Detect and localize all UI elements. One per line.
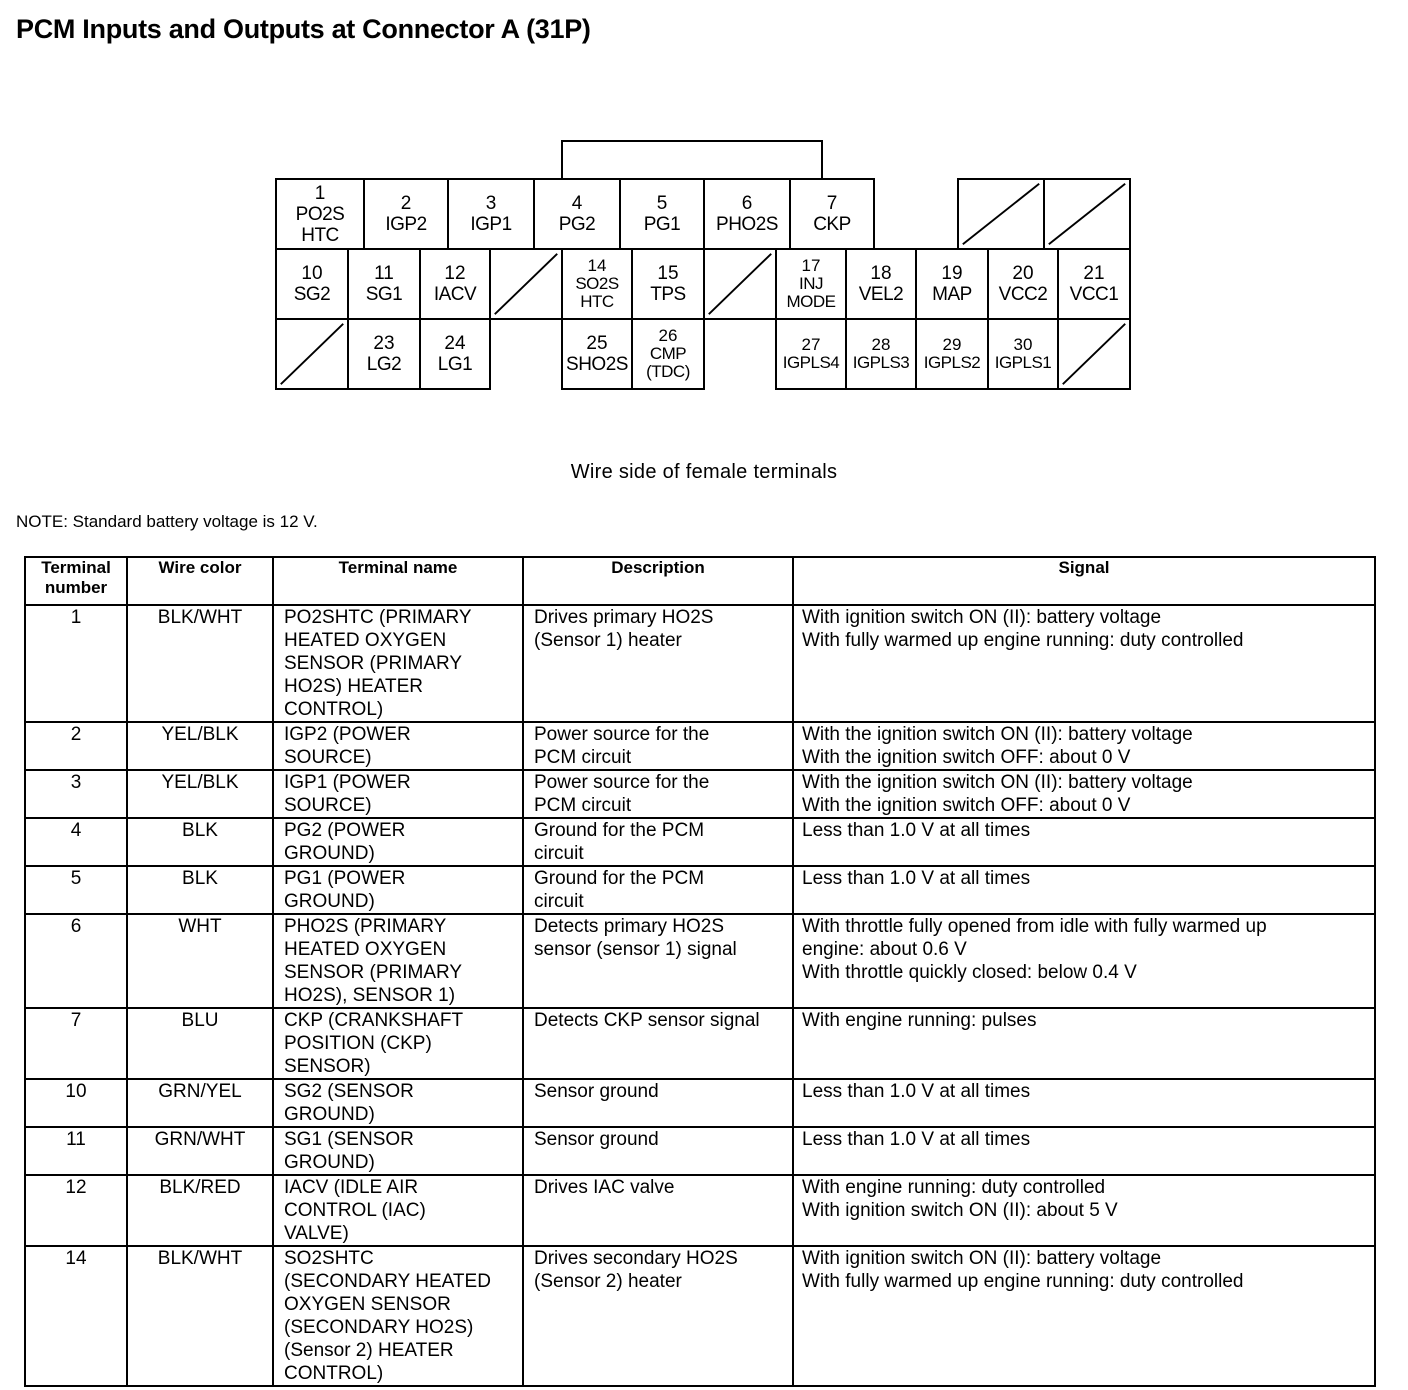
terminal-label: HTC	[301, 224, 339, 246]
terminal-number: 23	[373, 333, 395, 354]
terminal-name-line: POSITION (CKP)	[284, 1033, 432, 1054]
connector-diagram	[0, 0, 1408, 400]
terminal-name-cell	[273, 1079, 523, 1127]
signal-cell	[793, 1127, 1375, 1175]
page-title: PCM Inputs and Outputs at Connector A (31P)	[16, 14, 591, 44]
note-text: NOTE: Standard battery voltage is 12 V.	[16, 512, 318, 531]
description-line: circuit	[534, 843, 584, 864]
description-line: circuit	[534, 891, 584, 912]
terminal-name-line: SG1 (SENSOR	[284, 1129, 414, 1150]
terminal-label: SG2	[293, 284, 331, 305]
description-line: Power source for the	[534, 772, 710, 793]
terminal-27	[775, 318, 847, 390]
blank-terminal	[275, 318, 349, 390]
signal-cell	[793, 1079, 1375, 1127]
signal-cell	[793, 1175, 1375, 1246]
terminal-name-line: GROUND)	[284, 891, 375, 912]
table-row	[25, 866, 1375, 914]
terminal-label: IGPLS4	[782, 353, 840, 372]
table-row	[25, 914, 1375, 1008]
terminal-name-line: SOURCE)	[284, 795, 372, 816]
wire-color-cell: BLK/WHT	[127, 605, 273, 722]
terminal-name-line: GROUND)	[284, 843, 375, 864]
description-cell	[523, 818, 793, 866]
signal-line: Less than 1.0 V at all times	[802, 1129, 1031, 1150]
blank-terminal	[1043, 178, 1131, 250]
terminal-label: VCC2	[998, 284, 1048, 305]
terminal-number: 1	[314, 182, 326, 204]
terminal-name-cell	[273, 1008, 523, 1079]
table-row	[25, 1079, 1375, 1127]
terminal-name-line: GROUND)	[284, 1104, 375, 1125]
terminal-number-cell: 1	[25, 605, 127, 722]
table-row	[25, 1008, 1375, 1079]
description-cell	[523, 605, 793, 722]
terminal-number: 3	[485, 193, 497, 214]
terminal-name-cell	[273, 605, 523, 722]
terminal-number: 17	[801, 256, 821, 275]
wire-color-cell: WHT	[127, 914, 273, 1008]
terminal-28	[845, 318, 917, 390]
terminal-number: 30	[1013, 335, 1033, 354]
signal-cell	[793, 770, 1375, 818]
terminal-number: 26	[658, 326, 678, 345]
table-row	[25, 818, 1375, 866]
signal-line: With the ignition switch OFF: about 0 V	[802, 747, 1131, 768]
signal-line: Less than 1.0 V at all times	[802, 820, 1031, 841]
terminal-11	[347, 248, 421, 320]
signal-cell	[793, 722, 1375, 770]
table-row	[25, 722, 1375, 770]
terminal-number: 27	[801, 335, 821, 354]
description-line: (Sensor 1) heater	[534, 630, 682, 651]
description-cell	[523, 1008, 793, 1079]
description-line: Sensor ground	[534, 1081, 659, 1102]
terminal-label: PG2	[558, 214, 596, 235]
description-line: Drives IAC valve	[534, 1177, 675, 1198]
wire-color-cell: BLK	[127, 818, 273, 866]
terminal-number: 11	[374, 263, 394, 284]
terminal-name-line: IGP2 (POWER	[284, 724, 411, 745]
terminal-name-cell	[273, 770, 523, 818]
terminal-name-line: HEATED OXYGEN	[284, 939, 447, 960]
terminal-6	[703, 178, 791, 250]
terminal-30	[987, 318, 1059, 390]
signal-line: With ignition switch ON (II): battery voltage	[802, 607, 1162, 628]
wire-color-cell: BLK	[127, 866, 273, 914]
signal-cell	[793, 914, 1375, 1008]
terminal-label: INJ	[799, 274, 823, 293]
terminal-4	[533, 178, 621, 250]
terminal-number-cell: 14	[25, 1246, 127, 1386]
terminal-name-line: HEATED OXYGEN	[284, 630, 447, 651]
table-row	[25, 605, 1375, 722]
wire-color-cell: BLK/WHT	[127, 1246, 273, 1386]
terminal-number: 19	[941, 263, 963, 284]
terminal-number: 24	[444, 333, 466, 354]
signal-line: With the ignition switch OFF: about 0 V	[802, 795, 1131, 816]
description-line: Drives secondary HO2S	[534, 1248, 738, 1269]
terminal-17	[775, 248, 847, 320]
terminal-number: 21	[1083, 263, 1105, 284]
terminal-29	[915, 318, 989, 390]
terminal-number: 7	[826, 193, 838, 214]
terminal-5	[619, 178, 705, 250]
terminal-name-cell	[273, 866, 523, 914]
terminal-label: CMP	[649, 344, 687, 363]
terminal-number: 29	[942, 335, 962, 354]
table-row	[25, 770, 1375, 818]
terminal-label: PG1	[643, 214, 681, 235]
terminal-label: VEL2	[858, 284, 904, 305]
terminal-name-line: SENSOR (PRIMARY	[284, 962, 463, 983]
description-cell	[523, 1127, 793, 1175]
wire-color-cell: YEL/BLK	[127, 722, 273, 770]
terminal-3	[447, 178, 535, 250]
description-cell	[523, 1246, 793, 1386]
terminal-number: 4	[571, 193, 583, 214]
terminal-name-cell	[273, 1246, 523, 1386]
terminal-number-cell: 4	[25, 818, 127, 866]
terminal-number: 14	[587, 256, 607, 275]
terminal-19	[915, 248, 989, 320]
signal-line: With ignition switch ON (II): about 5 V	[802, 1200, 1118, 1221]
terminal-name-line: SO2SHTC	[284, 1248, 374, 1269]
header-description: Description	[523, 557, 793, 605]
terminal-label: IGPLS1	[994, 353, 1052, 372]
terminal-label: HTC	[580, 292, 614, 311]
terminal-name-line: VALVE)	[284, 1223, 349, 1244]
terminal-name-line: PG2 (POWER	[284, 820, 406, 841]
diagram-caption: Wire side of female terminals	[570, 461, 838, 483]
terminal-name-line: SENSOR)	[284, 1056, 371, 1077]
terminal-20	[987, 248, 1059, 320]
table-row	[25, 1175, 1375, 1246]
signal-line: With engine running: duty controlled	[802, 1177, 1106, 1198]
terminal-24	[419, 318, 491, 390]
terminal-number-cell: 10	[25, 1079, 127, 1127]
signal-line: Less than 1.0 V at all times	[802, 868, 1031, 889]
description-cell	[523, 1175, 793, 1246]
signal-line: Less than 1.0 V at all times	[802, 1081, 1031, 1102]
terminal-number-cell: 3	[25, 770, 127, 818]
header-wire-color: Wire color	[127, 557, 273, 605]
terminal-name-line: CKP (CRANKSHAFT	[284, 1010, 464, 1031]
terminal-name-line: (SECONDARY HO2S)	[284, 1317, 474, 1338]
terminal-number: 10	[301, 263, 323, 284]
description-cell	[523, 914, 793, 1008]
signal-line: With throttle fully opened from idle with fully warmed up	[802, 916, 1267, 937]
terminal-label: (TDC)	[646, 362, 690, 381]
header-terminal-line: Terminal	[41, 558, 111, 577]
terminal-label: SHO2S	[566, 354, 628, 375]
description-line: Ground for the PCM	[534, 868, 705, 889]
signal-cell	[793, 1008, 1375, 1079]
terminal-label: PO2S	[295, 203, 345, 225]
connector-latch	[561, 140, 823, 182]
terminal-label: LG1	[437, 354, 473, 375]
terminal-number-cell: 2	[25, 722, 127, 770]
signal-line: With the ignition switch ON (II): battery voltage	[802, 772, 1193, 793]
description-line: Detects CKP sensor signal	[534, 1010, 760, 1031]
wire-color-cell: GRN/WHT	[127, 1127, 273, 1175]
terminal-number: 15	[657, 263, 679, 284]
terminal-25	[561, 318, 633, 390]
terminal-number-cell: 7	[25, 1008, 127, 1079]
terminal-number-cell: 6	[25, 914, 127, 1008]
terminal-12	[419, 248, 491, 320]
signal-line: With engine running: pulses	[802, 1010, 1037, 1031]
signal-line: engine: about 0.6 V	[802, 939, 967, 960]
terminal-label: IGP1	[470, 214, 512, 235]
terminal-number-cell: 12	[25, 1175, 127, 1246]
signal-line: With throttle quickly closed: below 0.4 V	[802, 962, 1137, 983]
header-number-line: number	[44, 578, 108, 597]
wire-color-cell: YEL/BLK	[127, 770, 273, 818]
signal-cell	[793, 1246, 1375, 1386]
signal-cell	[793, 818, 1375, 866]
terminal-label: IGPLS3	[852, 353, 910, 372]
description-cell	[523, 866, 793, 914]
description-line: Ground for the PCM	[534, 820, 705, 841]
signal-line: With fully warmed up engine running: duty controlled	[802, 1271, 1244, 1292]
pin-table-body	[25, 605, 1375, 1386]
terminal-name-line: SG2 (SENSOR	[284, 1081, 414, 1102]
terminal-label: PHO2S	[716, 214, 778, 235]
terminal-number: 6	[741, 193, 753, 214]
signal-line: With ignition switch ON (II): battery voltage	[802, 1248, 1162, 1269]
terminal-7	[789, 178, 875, 250]
signal-line: With the ignition switch ON (II): battery voltage	[802, 724, 1193, 745]
terminal-name-line: (SECONDARY HEATED	[284, 1271, 491, 1292]
terminal-15	[631, 248, 705, 320]
terminal-number-cell: 5	[25, 866, 127, 914]
table-row	[25, 1246, 1375, 1386]
terminal-label: SG1	[365, 284, 403, 305]
terminal-name-line: HO2S), SENSOR 1)	[284, 985, 456, 1006]
terminal-18	[845, 248, 917, 320]
description-cell	[523, 1079, 793, 1127]
terminal-name-line: OXYGEN SENSOR	[284, 1294, 451, 1315]
terminal-name-line: PO2SHTC (PRIMARY	[284, 607, 472, 628]
description-line: Power source for the	[534, 724, 710, 745]
description-line: sensor (sensor 1) signal	[534, 939, 737, 960]
terminal-name-line: IACV (IDLE AIR	[284, 1177, 419, 1198]
header-signal: Signal	[793, 557, 1375, 605]
signal-line: With fully warmed up engine running: duty controlled	[802, 630, 1244, 651]
terminal-number: 5	[656, 193, 668, 214]
terminal-name-line: CONTROL)	[284, 1363, 384, 1384]
table-row	[25, 1127, 1375, 1175]
terminal-23	[347, 318, 421, 390]
blank-terminal	[957, 178, 1045, 250]
terminal-name-line: SENSOR (PRIMARY	[284, 653, 463, 674]
blank-terminal	[703, 248, 777, 320]
terminal-name-line: HO2S) HEATER	[284, 676, 424, 697]
header-terminal-number	[25, 557, 127, 605]
terminal-label: IACV	[433, 284, 477, 305]
terminal-label: MAP	[932, 284, 972, 305]
signal-cell	[793, 866, 1375, 914]
terminal-name-line: PG1 (POWER	[284, 868, 406, 889]
wire-color-cell: BLK/RED	[127, 1175, 273, 1246]
signal-cell	[793, 605, 1375, 722]
terminal-number-cell: 11	[25, 1127, 127, 1175]
terminal-name-cell	[273, 818, 523, 866]
terminal-2	[363, 178, 449, 250]
terminal-label: SO2S	[575, 274, 619, 293]
terminal-name-line: CONTROL)	[284, 699, 384, 720]
terminal-number: 25	[586, 333, 608, 354]
description-line: PCM circuit	[534, 747, 632, 768]
terminal-label: LG2	[366, 354, 402, 375]
terminal-14	[561, 248, 633, 320]
description-line: PCM circuit	[534, 795, 632, 816]
terminal-label: IGPLS2	[923, 353, 981, 372]
terminal-name-line: GROUND)	[284, 1152, 375, 1173]
terminal-number: 18	[870, 263, 892, 284]
terminal-number: 20	[1012, 263, 1034, 284]
terminal-label: CKP	[813, 214, 851, 235]
terminal-name-cell	[273, 1175, 523, 1246]
terminal-number: 12	[444, 263, 466, 284]
terminal-10	[275, 248, 349, 320]
wire-color-cell: GRN/YEL	[127, 1079, 273, 1127]
terminal-label: IGP2	[385, 214, 427, 235]
terminal-number: 28	[871, 335, 891, 354]
terminal-label: TPS	[650, 284, 686, 305]
header-terminal-name: Terminal name	[273, 557, 523, 605]
terminal-name-line: (Sensor 2) HEATER	[284, 1340, 454, 1361]
wire-color-cell: BLU	[127, 1008, 273, 1079]
terminal-1	[275, 178, 365, 250]
terminal-name-cell	[273, 722, 523, 770]
terminal-label: MODE	[786, 292, 836, 311]
blank-terminal	[1057, 318, 1131, 390]
terminal-name-cell	[273, 1127, 523, 1175]
description-cell	[523, 770, 793, 818]
terminal-26	[631, 318, 705, 390]
terminal-number: 2	[400, 193, 412, 214]
terminal-name-cell	[273, 914, 523, 1008]
terminal-21	[1057, 248, 1131, 320]
description-line: (Sensor 2) heater	[534, 1271, 682, 1292]
terminal-name-line: IGP1 (POWER	[284, 772, 411, 793]
terminal-name-line: CONTROL (IAC)	[284, 1200, 426, 1221]
pin-table	[24, 556, 1376, 1387]
description-line: Sensor ground	[534, 1129, 659, 1150]
blank-terminal	[489, 248, 563, 320]
terminal-label: VCC1	[1069, 284, 1119, 305]
terminal-name-line: PHO2S (PRIMARY	[284, 916, 447, 937]
description-line: Detects primary HO2S	[534, 916, 725, 937]
table-header-row	[25, 557, 1375, 605]
description-line: Drives primary HO2S	[534, 607, 714, 628]
terminal-name-line: SOURCE)	[284, 747, 372, 768]
description-cell	[523, 722, 793, 770]
